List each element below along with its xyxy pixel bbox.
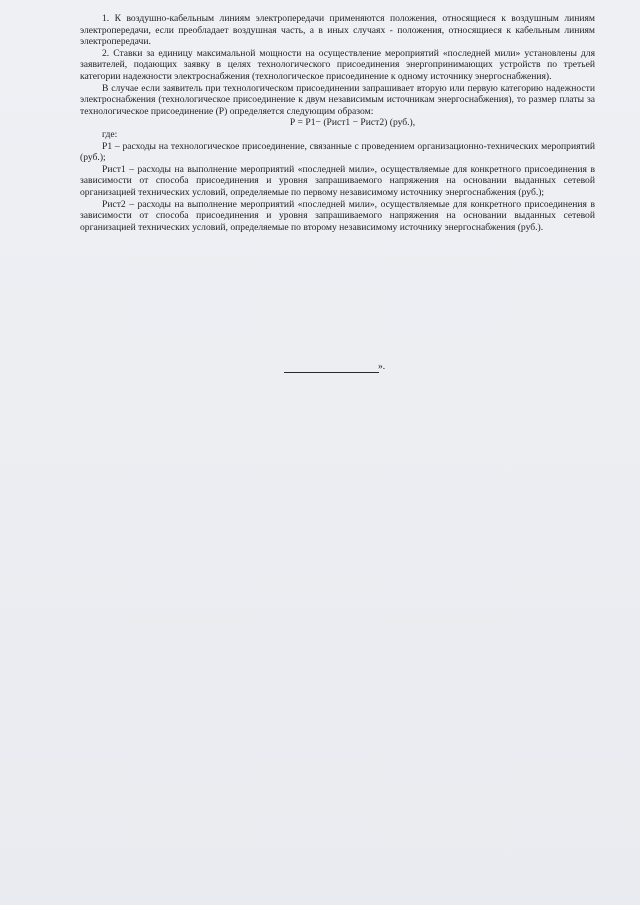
document-body [80, 13, 595, 233]
closing-quote-mark: ». [378, 361, 386, 372]
definition-p1: Р1 – расходы на технологическое присоединение, связанные с проведением организационно-технических мероприятий (руб.); [80, 140, 595, 164]
where-label: где: [102, 128, 118, 140]
closing-underline [284, 362, 379, 373]
payment-formula: Р = Р1− (Рист1 − Рист2) (руб.), [289, 117, 416, 129]
paragraph-3: В случае если заявитель при технологическом присоединении запрашивает вторую или первую категорию надежности электроснабжения (технологическое присоединение к двум независимым источникам энергоснабжения), то размер платы за технологическое присоединение (Р) определяется следующим образом: [80, 82, 595, 117]
paragraph-2: 2. Ставки за единицу максимальной мощности на осуществление мероприятий «последней мили» установлены для заявителей, подающих заявку в целях технологического присоединения энергопринимающих устройств по третьей категории надежности электроснабжения (технологическое присоединение к одному источнику энергоснабжения). [80, 47, 595, 82]
definition-rist1: Рист1 – расходы на выполнение мероприятий «последней мили», осуществляемые для конкретного присоединения в зависимости от способа присоединения и уровня запрашиваемого напряжения на основании выданных сетевой организацией технических условий, определяемые по первому независимому источнику энергоснабжения (руб.); [80, 163, 595, 198]
definition-rist2: Рист2 – расходы на выполнение мероприятий «последней мили», осуществляемые для конкретного присоединения в зависимости от способа присоединения и уровня запрашиваемого напряжения на основании выданных сетевой организацией технических условий, определяемые по второму независимому источнику энергоснабжения (руб.). [80, 198, 595, 233]
paragraph-1: 1. К воздушно-кабельным линиям электропередачи применяются положения, относящиеся к воздушным линиям электропередачи, если преобладает воздушная часть, а в иных случаях - положения, относящиеся к кабельным линиям электропередачи. [80, 13, 595, 48]
